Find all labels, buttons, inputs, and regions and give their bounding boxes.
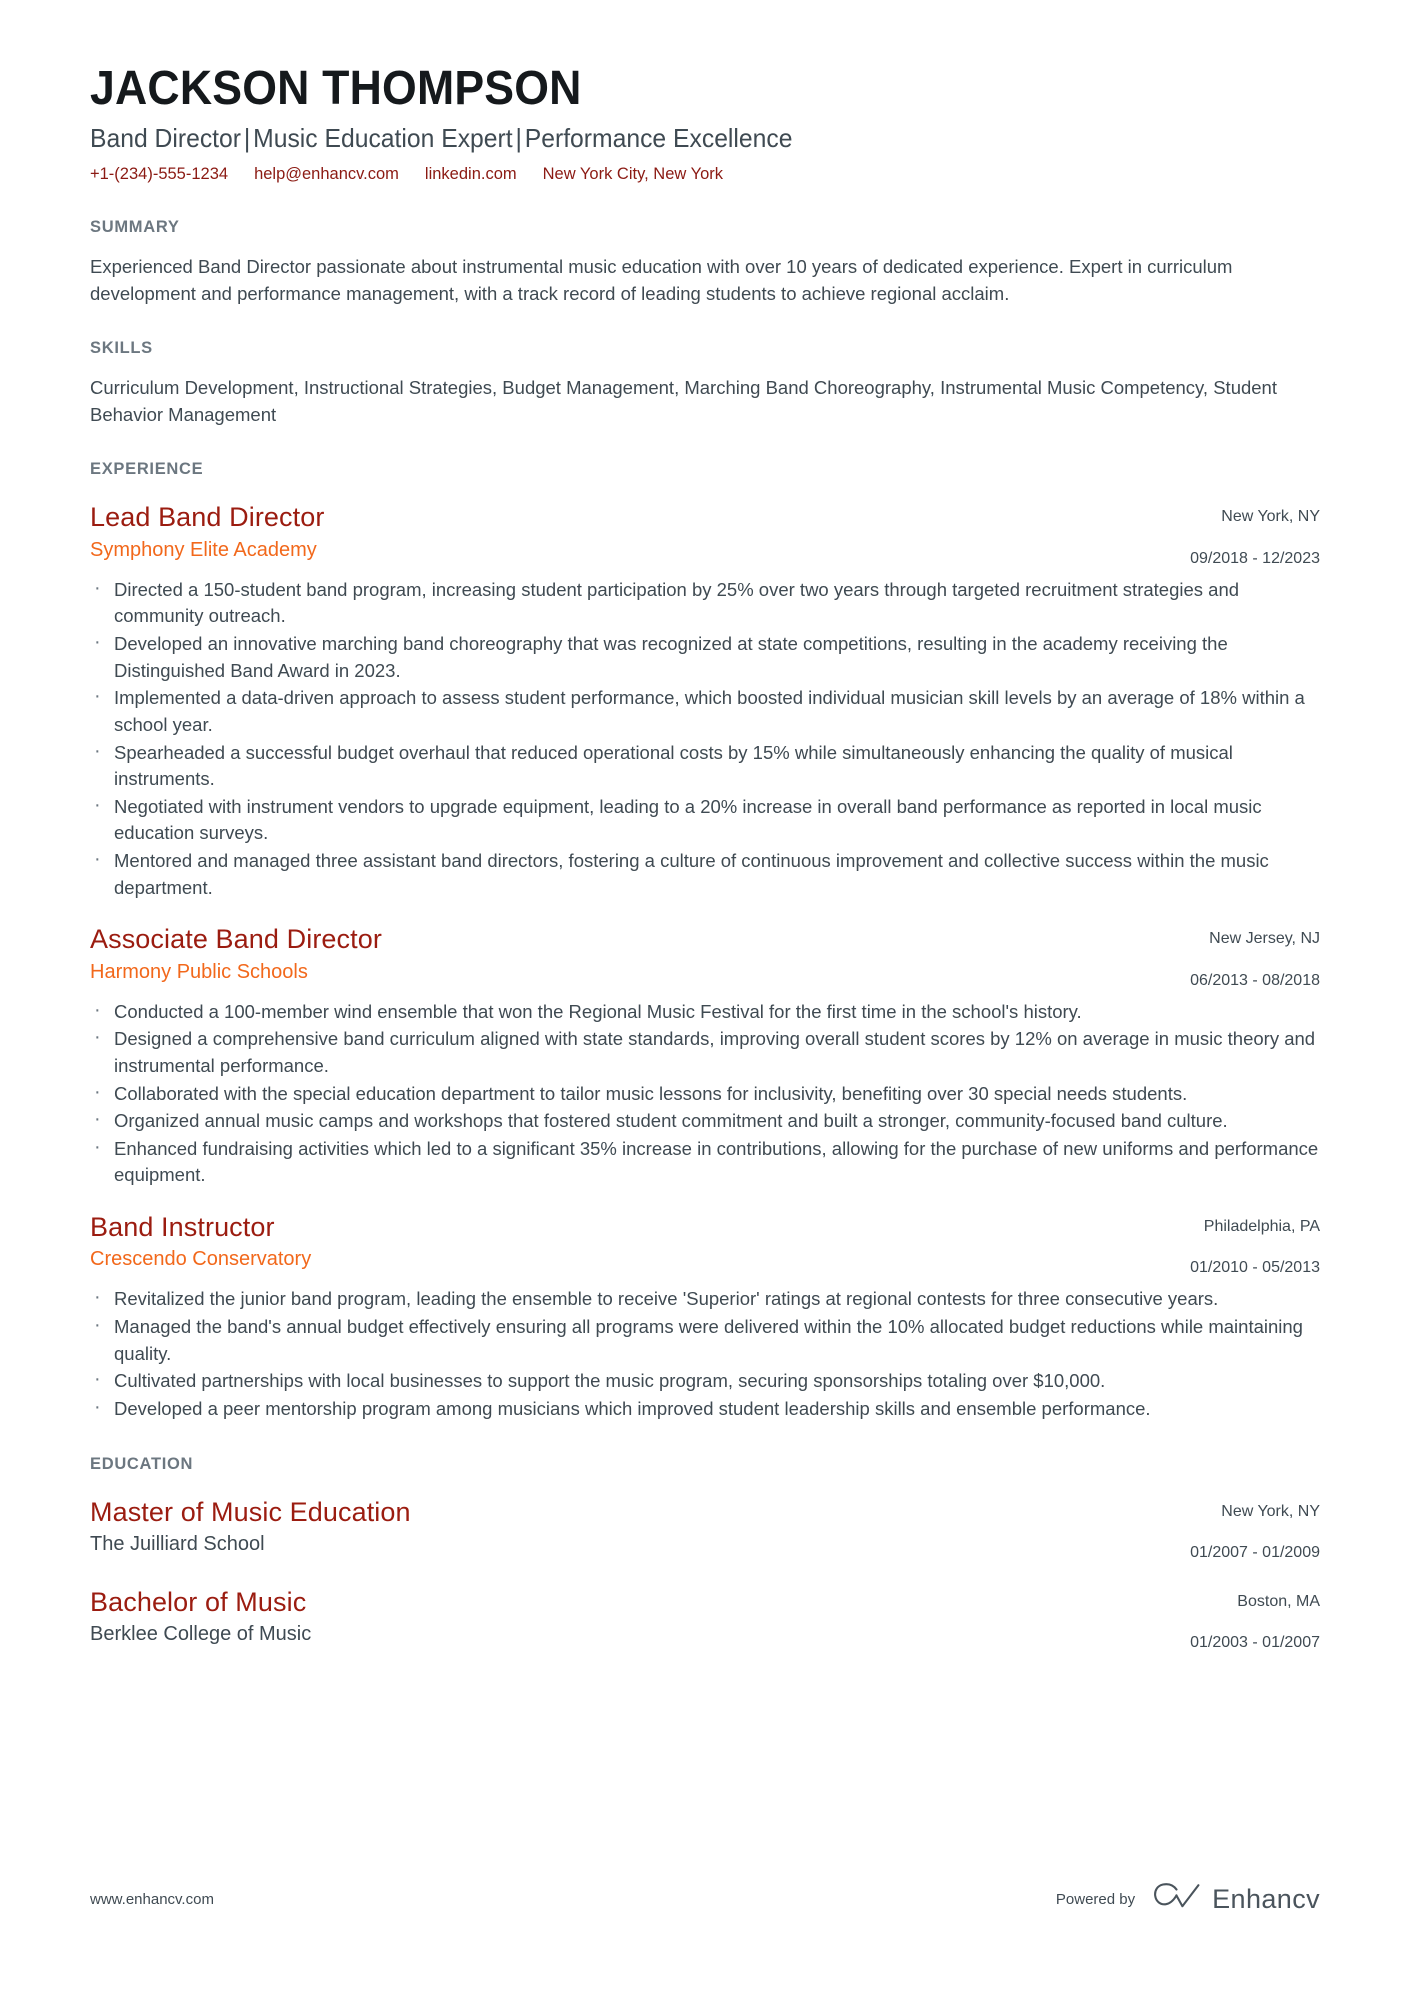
bullet-item: · Conducted a 100-member wind ensemble that won the Regional Music Festival for the first time in the school's history. — [90, 999, 1320, 1026]
bullet-item: · Managed the band's annual budget effectively ensuring all programs were delivered within the 10% allocated budget reductions while maintaining quality. — [90, 1314, 1320, 1367]
experience-organization: Crescendo Conservatory — [90, 1248, 312, 1271]
education-entry-header — [90, 1586, 1320, 1654]
experience-dates: 09/2018 - 12/2023 — [1190, 549, 1320, 567]
contact-email[interactable]: help@enhancv.com — [254, 165, 399, 184]
education-location: New York, NY — [1221, 1502, 1320, 1520]
education-entry — [90, 1496, 1320, 1564]
enhancv-brand-name: Enhancv — [1212, 1884, 1320, 1914]
summary-section-title: SUMMARY — [90, 217, 180, 236]
experience-organization: Harmony Public Schools — [90, 960, 308, 983]
education-location: Boston, MA — [1237, 1592, 1320, 1610]
footer-website-url[interactable]: www.enhancv.com — [90, 1891, 214, 1908]
experience-job-title: Lead Band Director — [90, 502, 325, 533]
footer-branding — [1056, 1882, 1320, 1917]
experience-entry-meta — [1190, 501, 1320, 569]
experience-dates: 06/2013 - 08/2018 — [1190, 971, 1320, 989]
enhancv-infinity-logo-icon — [1153, 1882, 1201, 1917]
education-entry-left — [90, 1586, 311, 1647]
resume-header — [90, 62, 1320, 186]
bullet-item: · Directed a 150-student band program, increasing student participation by 25% over two years through targeted recruitment strategies and community outreach. — [90, 577, 1320, 630]
summary-section — [90, 218, 1320, 307]
education-dates: 01/2007 - 01/2009 — [1190, 1543, 1320, 1561]
experience-entry-meta — [1190, 923, 1320, 991]
education-entry-left — [90, 1496, 411, 1557]
experience-entry-left — [90, 923, 382, 984]
experience-section-title: EXPERIENCE — [90, 460, 204, 479]
education-degree: Master of Music Education — [90, 1496, 411, 1527]
experience-entry-header — [90, 1211, 1320, 1279]
experience-entry — [90, 923, 1320, 1189]
education-section-title: EDUCATION — [90, 1454, 194, 1473]
experience-bullets — [90, 1286, 1320, 1422]
education-entry-meta — [1190, 1586, 1320, 1654]
contact-bar — [90, 164, 1320, 185]
experience-entry-left — [90, 501, 324, 562]
bullet-item: · Enhanced fundraising activities which led to a significant 35% increase in contributions, allowing for the purchase of new uniforms and performance equipment. — [90, 1136, 1320, 1189]
headline-separator-1: | — [243, 122, 251, 153]
contact-linkedin[interactable]: linkedin.com — [424, 165, 517, 184]
experience-bullets — [90, 577, 1320, 902]
powered-by-label: Powered by — [1055, 1891, 1136, 1908]
experience-bullets — [90, 999, 1320, 1189]
headline-part-1: Band Director — [90, 122, 242, 153]
contact-phone: +1-(234)-555-1234 — [90, 165, 229, 184]
candidate-name: JACKSON THOMPSON — [90, 62, 582, 115]
bullet-item: · Organized annual music camps and workshops that fostered student commitment and built a stronger, community-focused band culture. — [90, 1108, 1320, 1135]
summary-text: Experienced Band Director passionate about instrumental music education with over 10 years of dedicated experience. Expert in curriculum development and performance management, with a track record of leading students to achieve regional acclaim. — [90, 255, 1233, 304]
bullet-item: · Negotiated with instrument vendors to upgrade equipment, leading to a 20% increase in overall band performance as reported in local music education surveys. — [90, 794, 1320, 847]
headline-part-3: Performance Excellence — [524, 122, 793, 153]
experience-job-title: Band Instructor — [90, 1212, 275, 1243]
education-entry-meta — [1190, 1496, 1320, 1564]
candidate-headline — [90, 122, 1259, 155]
skills-text: Curriculum Development, Instructional Strategies, Budget Management, Marching Band Choreography, Instrumental Music Competency, Student Behavior Management — [90, 377, 1277, 426]
experience-location: New Jersey, NJ — [1209, 930, 1320, 948]
page-footer — [90, 1882, 1320, 1917]
contact-location: New York City, New York — [542, 165, 723, 184]
bullet-item: · Collaborated with the special education department to tailor music lessons for inclusivity, benefiting over 30 special needs students. — [90, 1081, 1320, 1108]
skills-section — [90, 339, 1320, 428]
bullet-item: · Revitalized the junior band program, leading the ensemble to receive 'Superior' ratings at regional contests for three consecutive years. — [90, 1286, 1320, 1313]
experience-entry-header — [90, 501, 1320, 569]
experience-organization: Symphony Elite Academy — [90, 538, 317, 561]
bullet-item: · Implemented a data-driven approach to assess student performance, which boosted individual musician skill levels by an average of 18% within a school year. — [90, 685, 1320, 738]
bullet-item: · Designed a comprehensive band curriculum aligned with state standards, improving overall student scores by 12% on average in music theory and instrumental performance. — [90, 1026, 1320, 1079]
education-entry — [90, 1586, 1320, 1654]
education-section — [90, 1455, 1320, 1655]
experience-entry-header — [90, 923, 1320, 991]
experience-entry — [90, 501, 1320, 901]
bullet-item: · Cultivated partnerships with local businesses to support the music program, securing sponsorships totaling over $10,000. — [90, 1368, 1320, 1395]
experience-location: New York, NY — [1221, 508, 1320, 526]
experience-section — [90, 460, 1320, 1422]
experience-entry — [90, 1211, 1320, 1423]
experience-location: Philadelphia, PA — [1203, 1218, 1320, 1236]
experience-entry-meta — [1190, 1211, 1320, 1279]
education-entry-header — [90, 1496, 1320, 1564]
bullet-item: · Developed an innovative marching band choreography that was recognized at state competitions, resulting in the academy receiving the Distinguished Band Award in 2023. — [90, 631, 1320, 684]
experience-job-title: Associate Band Director — [90, 924, 382, 955]
education-institution: Berklee College of Music — [90, 1623, 312, 1646]
bullet-item: · Mentored and managed three assistant band directors, fostering a culture of continuous improvement and collective success within the music department. — [90, 848, 1320, 901]
experience-dates: 01/2010 - 05/2013 — [1190, 1259, 1320, 1277]
bullet-item: · Spearheaded a successful budget overhaul that reduced operational costs by 15% while simultaneously enhancing the quality of musical instruments. — [90, 740, 1320, 793]
enhancv-brand — [1153, 1882, 1320, 1917]
education-dates: 01/2003 - 01/2007 — [1190, 1634, 1320, 1652]
experience-entry-left — [90, 1211, 311, 1272]
headline-part-2: Music Education Expert — [253, 122, 513, 153]
bullet-item: · Developed a peer mentorship program among musicians which improved student leadership skills and ensemble performance. — [90, 1396, 1320, 1423]
skills-section-title: SKILLS — [90, 339, 153, 358]
headline-separator-2: | — [515, 122, 522, 153]
education-institution: The Juilliard School — [90, 1532, 265, 1555]
education-degree: Bachelor of Music — [90, 1586, 307, 1617]
